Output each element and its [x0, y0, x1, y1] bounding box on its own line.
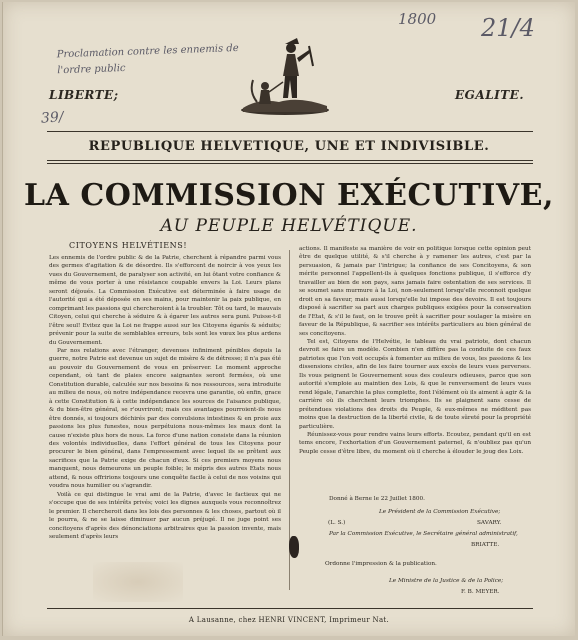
archive-note: Proclamation contre les ennemis de l'ordre public	[56, 42, 239, 77]
header-rule-bottom	[47, 160, 533, 161]
left-paragraph-2: Par nos relations avec l'étranger, devenues infiniment pénibles depuis la guerre, notre Patrie est devenue un sujet de misère & de détresse; il n'a pas été au pouvoir du Gouvernement de vous en préserver. Le moment approche cependant, où tant de plaies encore saignantes seront fermées, où une Constitution durable, calculée sur nos besoins & nos ressources, sera introduite au milieu de nous, où notre indépendance recevra une garantie, où enfin, grace à cette Constitution & à cette indépendance les sources de l'aisance publique, & du bien-être général, se r'ouvriront; mais ces avantages pourroient-ils nous être donnés, si toujours déchirés par des convulsions intestines & en proie aux passions les plus funestes, nous perpétuions nous-mêmes les maux dont la cause n'existe plus hors de nous. La force d'une nation consiste dans la réunion des volontés individuelles, dans l'effort général de tous les Citoyens pour procurer le bien général, dans l'empressement avec lequel ils se prêtent aux sacrifices que la Patrie exige de chacun d'eux. Si ces premiers moyens nous manquent, nous demeurons un peuple foible; le mépris des autres Etats nous attend, & nous offririons toujours une conquête facile à celui de nos voisins qui voudra nous humilier ou s'agrandir.	[49, 347, 281, 490]
right-paragraph-2: Tel est, Citoyens de l'Helvétie, le tableau du vrai patriote, dont chacun devroit se faire un modèle. Combien n'en diffère pas la conduite de ces faux patriotes que l'on voit occupés à fomenter au milieu de vous, les passions & les dissensions civiles, afin de les faire tourner aux excès de leurs vues perverses. Ils vous peignent le Gouvernement sous des couleurs odieuses, parce que son autorité s'emploie au maintien des Lois, & que le renversement de leurs vues rend légale, l'anarchie la plus complette, font l'élément où ils aiment à agir & la carrière où ils cherchent leurs triomphes. Ils se plaignent sans cesse de prétendues violations des droits du Peuple, & eux-mêmes ne méditent pas moins que la destruction de la liberté civile, & de toute sûreté pour la propriété particulière.	[299, 338, 531, 430]
right-paragraph-1: actions. Il manifeste sa manière de voir en politique lorsque cette opinion peut être de quelque utilité, & s'il cherche à y ramener les autres, c'est par la persuasion, & jamais par l'intrigue; la confiance de ses Concitoyens, & son mérite personnel l'appellent-ils à quelques fonctions publique, il s'efforce d'y travailler au bien de son pays, sans jamais faire ostentation de ses services. Il se soumet sans murmure à la Loi, non-seulement lorsqu'elle reconnoit quelque droit en sa faveur, mais aussi lorsqu'elle lui impose des devoirs. Il est toujours disposé à sacrifier sa part aux charges publiques exigées pour la conservation de l'Etat, & s'il le faut, on le trouve prêt à sacrifier pour soulager la misère en faveur de la République, & sacrifier ses intérêts particuliers au bien général de ses concitoyens.	[299, 246, 531, 337]
header-rule-bottom-thin	[47, 163, 533, 164]
president-name: SAVARY.	[477, 520, 502, 526]
right-paragraph-3: Réunissez-vous pour rendre vains leurs efforts. Ecoutez, pendant qu'il en est tems encore, l'exhortation d'un Gouvernement paternel, & n'oubliez pas qu'un Peuple cesse d'être libre, du moment où il cherche à élouder le joug des Loix.	[299, 431, 531, 455]
secretary-line: Par la Commission Exécutive, le Secrétaire général administratif,	[329, 531, 518, 537]
printer-imprint: A Lausanne, chez HENRI VINCENT, Imprimeur Nat.	[188, 616, 390, 624]
header-rule-top	[47, 131, 533, 132]
folio-mark: 39/	[40, 109, 65, 127]
order-line: Ordonne l'impression & la publication.	[325, 561, 437, 567]
date-note: 1800	[398, 10, 437, 28]
proclamation-sheet	[2, 2, 575, 636]
motto-liberte: LIBERTE;	[49, 88, 119, 102]
left-column	[49, 254, 281, 541]
left-paragraph-1: Les ennemis de l'ordre public & de la Patrie, cherchent à répandre parmi vous des germes d'agitation & de désordre. Ils s'efforcent de noircir à vos yeux les vues du Gouvernement, de paralyser son activité, en lui ôtant votre confiance & même de vous porter à une résistance coupable envers la Loi. Leurs plans seront déjoués. La Commission Exécutive est déterminée à faire usage de l'autorité qui a été déposée en ses mains, pour maintenir la paix publique, en comprimant les passions qui chercheroient à la troubler. Tôt ou tard, le mauvais Citoyen, celui qui cherche à séduire & à égarer les autres sera puni. Puisse-t-il l'être seul! Evitez que la Loi ne frappe aussi sur les Citoyens égarés & séduits; prévenir pour la suite de semblables erreurs, tels sont les vœux les plus ardens du Gouvernement.	[49, 255, 281, 346]
minister-line: Le Ministre de la Justice & de la Police;	[389, 578, 504, 584]
tell-vignette-icon	[239, 36, 331, 116]
number-note: 21/4	[481, 14, 535, 42]
seal-mark: (L. S.)	[328, 520, 346, 526]
dateline: Donné à Berne le 22 Juillet 1800.	[329, 496, 425, 502]
president-line: Le Président de la Commission Exécutive;	[379, 509, 501, 515]
secretary-name: BRIATTE.	[471, 542, 500, 548]
salutation: CITOYENS HELVÉTIENS!	[69, 241, 188, 250]
footer-rule	[47, 608, 533, 609]
motto-egalite: EGALITE.	[455, 88, 525, 102]
minister-name: F. B. MEYER.	[461, 589, 500, 595]
republic-line: REPUBLIQUE HELVETIQUE, UNE ET INDIVISIBLE.	[88, 139, 490, 154]
left-paragraph-3: Voilà ce qui distingue le vrai ami de la Patrie, d'avec le factieux qui ne s'occupe que de ses intérêts privés; voici les dignes auxquels vous reconnoîtrez le premier. Il chercheroit dans les lois des personnes & les choses, partout où il le pourra, & ne se laisse diminuer par aucun préjugé. Il ne juge point ses concitoyens d'après des dénonciations arbitraires que la passion invente, mais seulement d'après leurs	[49, 491, 281, 540]
page-title: LA COMMISSION EXÉCUTIVE,	[24, 178, 554, 213]
right-column	[299, 245, 531, 456]
wax-seal-icon	[289, 536, 299, 558]
paper-stain	[93, 562, 183, 602]
page-subtitle: AU PEUPLE HELVÉTIQUE.	[160, 216, 418, 236]
